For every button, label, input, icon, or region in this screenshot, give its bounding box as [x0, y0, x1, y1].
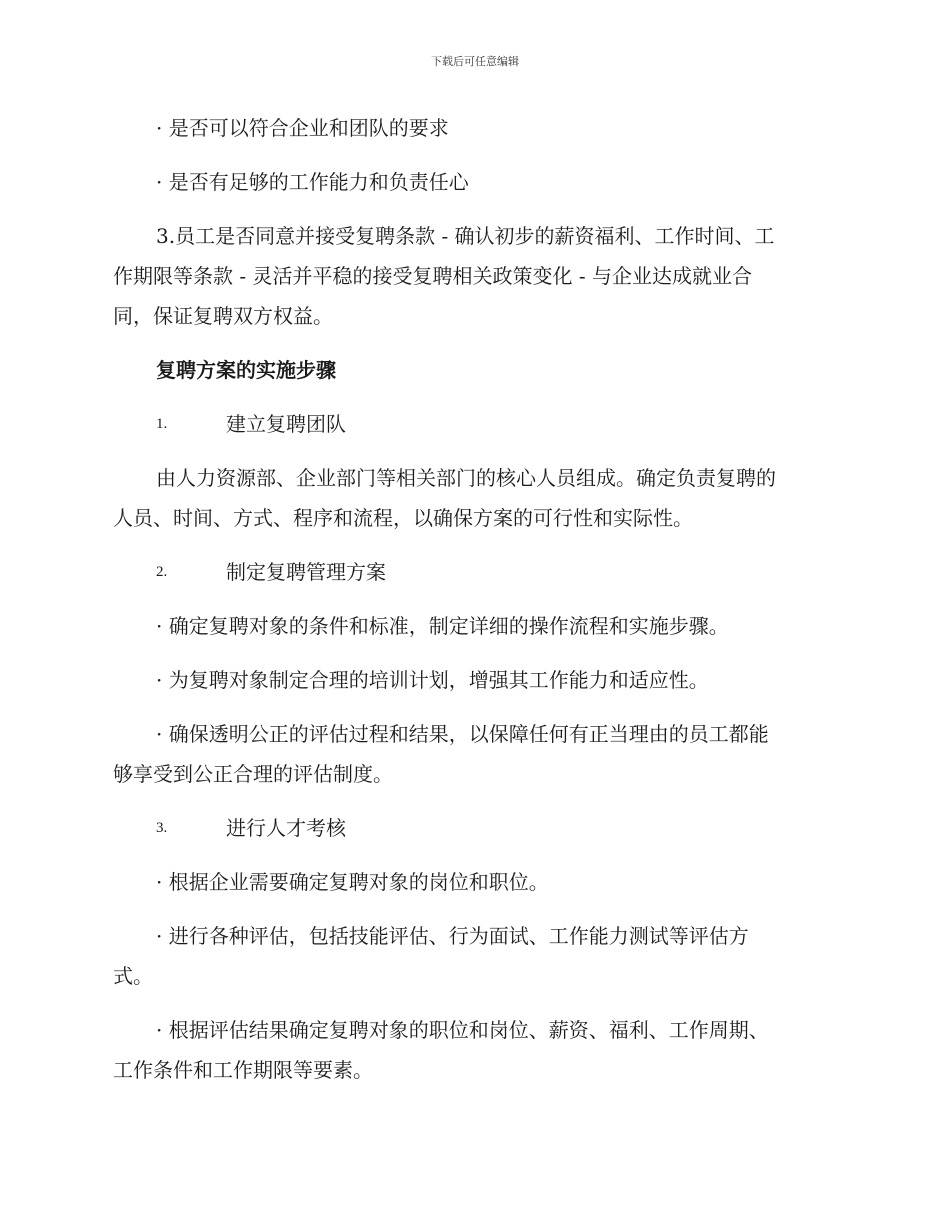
bullet-item: · 为复聘对象制定合理的培训计划，增强其工作能力和适应性。 — [156, 668, 709, 692]
step-title: 进行人才考核 — [226, 816, 346, 840]
paragraph-line: 由人力资源部、企业部门等相关部门的核心人员组成。确定负责复聘的 — [156, 466, 776, 490]
step-title: 制定复聘管理方案 — [226, 560, 386, 584]
paragraph-line: 人员、时间、方式、程序和流程，以确保方案的可行性和实际性。 — [113, 506, 693, 530]
paragraph-line: 式。 — [113, 964, 153, 988]
step-title: 建立复聘团队 — [226, 412, 346, 436]
numbered-step — [113, 404, 833, 444]
paragraph-line: 3.员工是否同意并接受复聘条款 - 确认初步的薪资福利、工作时间、工 — [156, 224, 775, 248]
bullet-item: · 是否有足够的工作能力和负责任心 — [156, 170, 469, 194]
bullet-item: · 进行各种评估，包括技能评估、行为面试、工作能力测试等评估方 — [156, 924, 749, 948]
paragraph-line: 工作条件和工作期限等要素。 — [113, 1058, 373, 1082]
step-number: 1. — [156, 416, 168, 432]
bullet-item: · 确定复聘对象的条件和标准，制定详细的操作流程和实施步骤。 — [156, 614, 729, 638]
section-title: 复聘方案的实施步骤 — [156, 358, 336, 382]
paragraph-line: 同，保证复聘双方权益。 — [113, 304, 333, 328]
step-number: 3. — [156, 820, 168, 836]
numbered-step — [113, 808, 833, 848]
numbered-step — [113, 552, 833, 592]
page-header: 下载后可任意编辑 — [431, 55, 519, 68]
paragraph-line: 作期限等条款 - 灵活并平稳的接受复聘相关政策变化 - 与企业达成就业合 — [113, 264, 752, 288]
bullet-item: · 确保透明公正的评估过程和结果，以保障任何有正当理由的员工都能 — [156, 722, 769, 746]
bullet-item: · 根据评估结果确定复聘对象的职位和岗位、薪资、福利、工作周期、 — [156, 1018, 769, 1042]
bullet-item: · 是否可以符合企业和团队的要求 — [156, 116, 449, 140]
paragraph-line: 够享受到公正合理的评估制度。 — [113, 762, 393, 786]
bullet-item: · 根据企业需要确定复聘对象的岗位和职位。 — [156, 870, 549, 894]
step-number: 2. — [156, 564, 168, 580]
document-body — [113, 108, 833, 1090]
